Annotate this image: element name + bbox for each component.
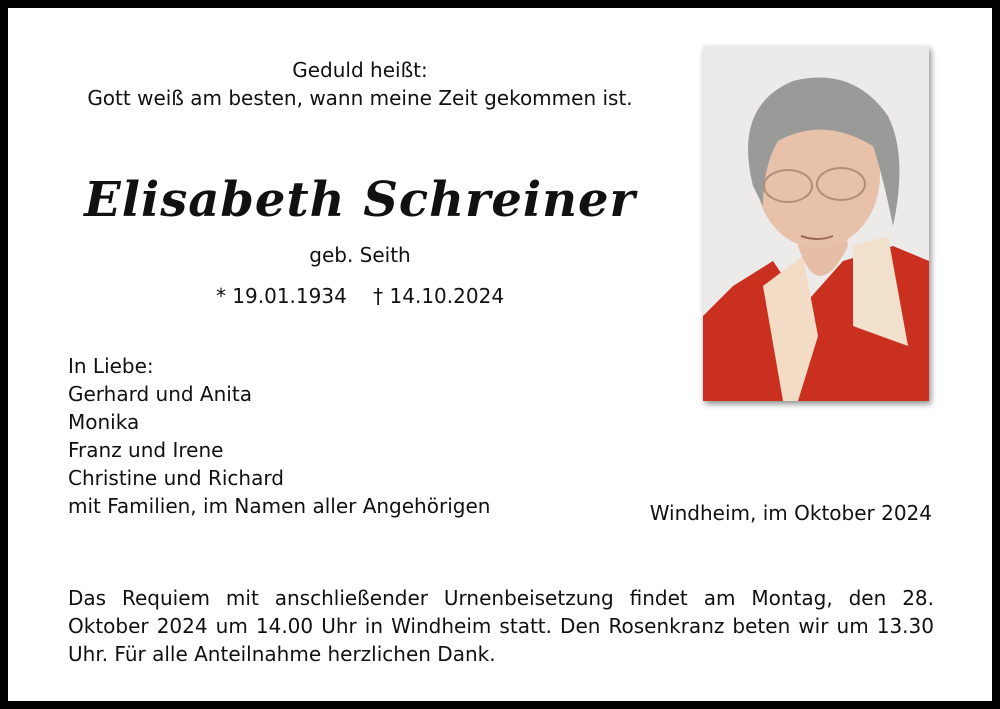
portrait-photo (703, 46, 929, 401)
motto-line: Gott weiß am besten, wann meine Zeit gekommen ist. (87, 86, 633, 110)
place-date: Windheim, im Oktober 2024 (649, 501, 932, 525)
mourner: Franz und Irene (68, 438, 224, 462)
mourners-list (68, 352, 490, 520)
maiden-name: geb. Seith (309, 243, 411, 267)
mourners-heading: In Liebe: (68, 354, 154, 378)
mourner: mit Familien, im Namen aller Angehörigen (68, 494, 491, 518)
mourner: Christine und Richard (68, 466, 284, 490)
obituary-notice (8, 8, 992, 701)
deceased-name: Elisabeth Schreiner (84, 172, 636, 228)
mourner: Monika (68, 410, 140, 434)
life-dates (68, 282, 652, 310)
motto (68, 56, 652, 112)
death-date: † 14.10.2024 (373, 284, 505, 308)
funeral-notice: Das Requiem mit anschließender Urnenbeisetzung findet am Montag, den 28. Oktober 2024 um 14.00 Uhr in Windheim statt. Den Rosenkranz beten wir um 13.30 Uhr. Für alle Anteilnahme herzlichen Dank. (68, 586, 934, 666)
mourner: Gerhard und Anita (68, 382, 252, 406)
birth-date: * 19.01.1934 (215, 284, 347, 308)
motto-line: Geduld heißt: (292, 58, 428, 82)
